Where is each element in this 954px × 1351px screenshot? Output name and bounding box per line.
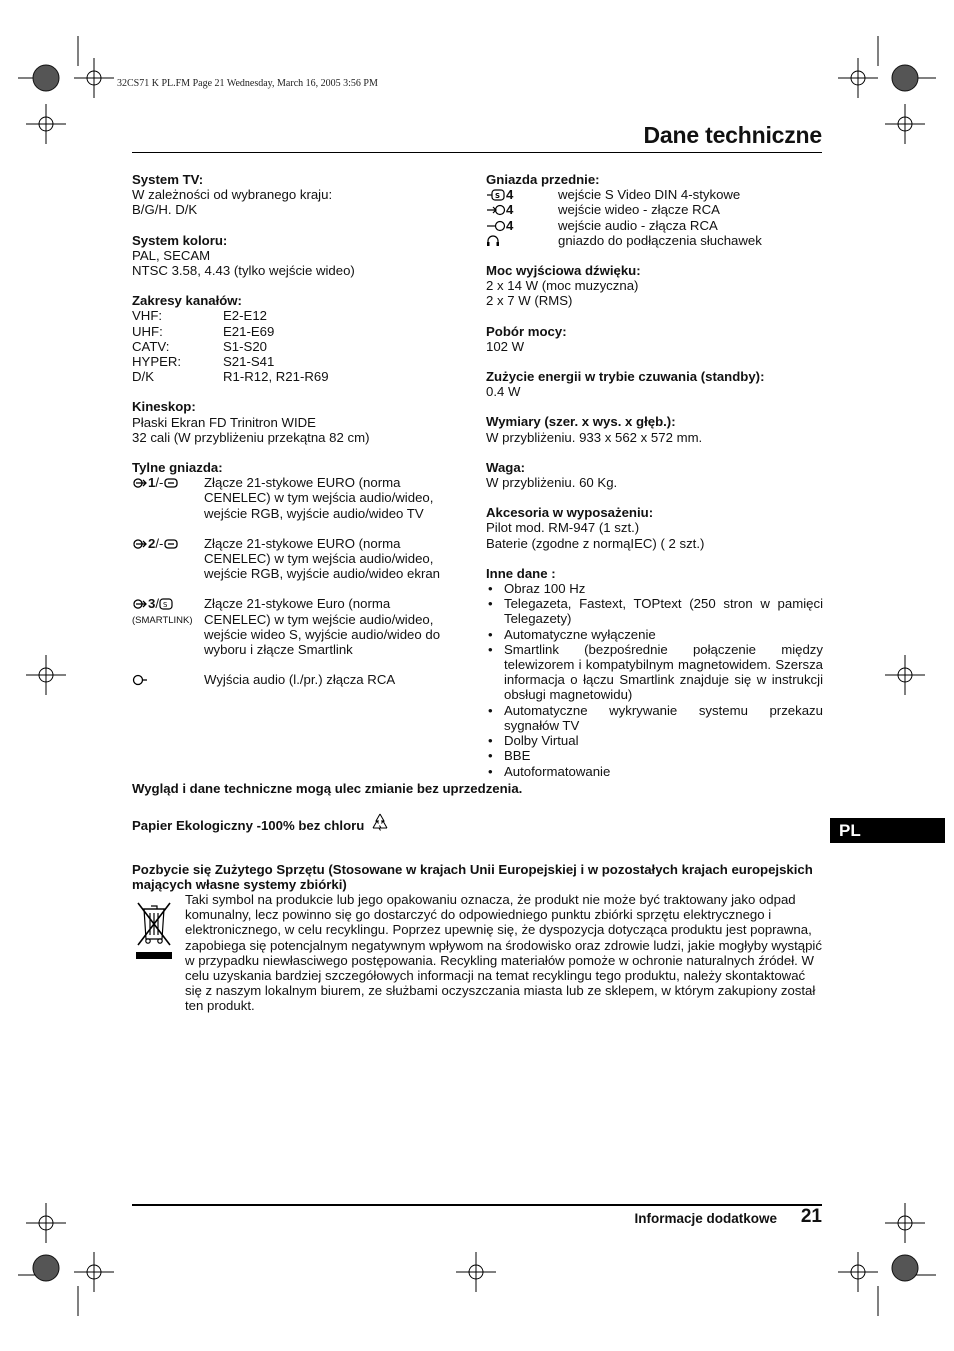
- jack-label: [486, 202, 558, 217]
- weight-section: [486, 460, 823, 490]
- page-title: Dane techniczne: [643, 122, 822, 148]
- power-section: [486, 324, 823, 354]
- jack-label: [132, 475, 204, 521]
- channel-band: HYPER:: [132, 354, 182, 370]
- language-tab: PL: [830, 818, 945, 843]
- smartlink-label: (SMARTLINK): [132, 614, 193, 626]
- channel-band: D/K: [132, 369, 154, 385]
- channel-band: CATV:: [132, 338, 170, 354]
- text-line: wejście RGB, wyjście audio/wideo ekran: [204, 566, 441, 582]
- jack-label: [486, 218, 558, 233]
- text-line: 0.4 W: [486, 384, 521, 400]
- text-line: B/G/H. D/K: [132, 202, 198, 218]
- jack-description: Wyjścia audio (l./pr.) złącza RCA: [204, 672, 396, 688]
- text-line: CENELEC) w tym wejścia audio/wideo,: [204, 551, 434, 567]
- text-line: wyboru i złącze Smartlink: [204, 642, 353, 658]
- change-notice: Wygląd i dane techniczne mogą ulec zmianie bez uprzedzenia.: [132, 781, 523, 796]
- channels-section: [132, 293, 472, 384]
- section-heading: Kineskop:: [132, 399, 196, 415]
- right-column: [486, 172, 823, 779]
- section-heading: Wymiary (szer. x wys. x głęb.):: [486, 414, 676, 430]
- channel-band: UHF:: [132, 323, 163, 339]
- svg-text:S: S: [495, 192, 501, 201]
- jack-number: 3: [148, 596, 156, 612]
- channel-range: S21-S41: [223, 354, 275, 370]
- jack-description: wejście wideo - złącze RCA: [558, 202, 720, 218]
- jack-number: 4: [506, 202, 514, 218]
- headphones-icon: [486, 235, 500, 247]
- list-item: • Smartlink (bezpośrednie połączenie między telewizorem i kompatybilnym magnetowidem. Szersza informacja o łączu Smartlink znajduje się w instrukcji obsługi magnetowidu): [486, 642, 823, 703]
- text-line: 102 W: [486, 338, 525, 354]
- section-heading: Tylne gniazda:: [132, 460, 223, 476]
- recycle-icon: [370, 812, 390, 832]
- list-item: • Dolby Virtual: [486, 733, 823, 748]
- channel-row: [132, 324, 472, 339]
- rear-jack-3: [132, 596, 472, 657]
- eco-text: Papier Ekologiczny -100% bez chloru: [132, 818, 365, 833]
- text-line: Złącze 21-stykowe EURO (norma: [204, 535, 401, 551]
- channel-row: [132, 339, 472, 354]
- text-line: NTSC 3.58, 4.43 (tylko wejście wideo): [132, 263, 355, 279]
- text-line: CENELEC) w tym wejścia audio/wideo,: [204, 490, 434, 506]
- accessories-section: [486, 505, 823, 551]
- text-line: W przybliżeniu. 933 x 562 x 572 mm.: [486, 429, 703, 445]
- title-rule: [132, 152, 822, 153]
- jack-label: [132, 672, 204, 687]
- front-jack-row: [486, 218, 823, 233]
- other-section: [486, 566, 823, 779]
- section-heading: Waga:: [486, 459, 526, 475]
- section-heading: Zakresy kanałów:: [132, 293, 242, 309]
- tube-section: [132, 399, 472, 445]
- scart-output-icon: [163, 477, 179, 489]
- jack-number: 4: [506, 217, 514, 233]
- text-line: wejście RGB, wyjście audio/wideo TV: [204, 505, 424, 521]
- jack-description: [204, 596, 472, 657]
- jack-description: gniazdo do podłączenia słuchawek: [558, 232, 762, 248]
- rear-jacks-section: [132, 460, 472, 687]
- jack-label: [486, 187, 558, 202]
- channel-row: [132, 354, 472, 369]
- text-line: Płaski Ekran FD Trinitron WIDE: [132, 414, 316, 430]
- channel-band: VHF:: [132, 308, 163, 324]
- slash: /-: [155, 535, 164, 551]
- list-item: • Automatyczne wyłączenie: [486, 627, 823, 642]
- scart-output-icon: [163, 538, 179, 550]
- audio-input-icon: [486, 220, 506, 232]
- channel-row: [132, 308, 472, 323]
- text-line: PAL, SECAM: [132, 247, 211, 263]
- scart-input-icon: [132, 538, 148, 550]
- slash: /-: [155, 475, 164, 491]
- text-line: wejście wideo S, wyjście audio/wideo do: [204, 626, 441, 642]
- footer-section-name: Informacje dodatkowe: [634, 1211, 777, 1226]
- text-line: 32 cali (W przybliżeniu przekątna 82 cm): [132, 429, 370, 445]
- rear-jack-1: [132, 475, 472, 521]
- section-heading: System TV:: [132, 172, 204, 187]
- list-item: • Autoformatowanie: [486, 764, 823, 779]
- rear-jack-2: [132, 536, 472, 582]
- left-column: [132, 172, 472, 702]
- audio-out-jack: [132, 672, 472, 687]
- channel-range: S1-S20: [223, 338, 267, 354]
- front-jacks-section: [486, 172, 823, 248]
- front-jack-row: [486, 187, 823, 202]
- scart-input-icon: [132, 477, 148, 489]
- section-heading: Zużycie energii w trybie czuwania (standby):: [486, 369, 765, 385]
- section-heading: Akcesoria w wyposażeniu:: [486, 505, 654, 521]
- section-heading: Gniazda przednie:: [486, 172, 600, 187]
- disposal-heading: Pozbycie się Zużytego Sprzętu (Stosowane w krajach Unii Europejskiej i w pozostałych krajach europejskich mających własne systemy zbiórki): [132, 862, 813, 893]
- jack-description: [204, 475, 472, 521]
- jack-label: [132, 596, 204, 657]
- scart-input-icon: [132, 598, 148, 610]
- front-jack-row: [486, 233, 823, 248]
- page-number: 21: [800, 1206, 822, 1227]
- slash: /: [155, 596, 160, 612]
- section-heading: Pobór mocy:: [486, 323, 567, 339]
- text-line: Baterie (zgodne z normąIEC) ( 2 szt.): [486, 535, 705, 551]
- section-heading: Moc wyjściowa dźwięku:: [486, 263, 641, 279]
- text-line: 2 x 7 W (RMS): [486, 293, 573, 309]
- eco-paper-note: [132, 818, 390, 833]
- front-jack-row: [486, 202, 823, 217]
- jack-number: 2: [148, 535, 156, 551]
- list-item: • Obraz 100 Hz: [486, 581, 823, 596]
- video-input-icon: [486, 204, 506, 216]
- text-line: Pilot mod. RM-947 (1 szt.): [486, 520, 640, 536]
- text-line: CENELEC) w tym wejście audio/wideo,: [204, 611, 434, 627]
- list-item: • Telegazeta, Fastext, TOPtext (250 stron w pamięci Telegazety): [486, 596, 823, 626]
- channel-range: R1-R12, R21-R69: [223, 369, 329, 385]
- section-heading: System koloru:: [132, 232, 228, 248]
- channel-row: [132, 369, 472, 384]
- jack-description: wejście S Video DIN 4-stykowe: [558, 187, 741, 203]
- channel-range: E2-E12: [223, 308, 267, 324]
- system-color-section: [132, 233, 472, 279]
- jack-label: [132, 536, 204, 582]
- disposal-text: Taki symbol na produkcie lub jego opakowaniu oznacza, że produkt nie może być traktowany jako odpad komunalny, lecz powinno się go dostarczyć do odpowiedniego punktu zbiórki sprzętu elektrycznego i elektronicznego, w celu recyklingu. Poprzez upewnię się, że dyspozycja dotycząca produktu jest poprawna, zapobiega się potencjalnym negatywnym wpływom na środowisko oraz zdrowie ludzi, jakie mogłyby wystąpić w przypadku niewłasciwego postępowania. Recykling materiałów pomoże w ochronie naturalnych źródeł. W celu uzyskania bardziej szczegółowych informacji na temat recyklingu tego produktu, należy skontaktować się z naszym lokalnym biurem, ze służbami oczyszczania miasta lub ze sklepem, w którym zakupiony został ten produkt.: [185, 892, 822, 1014]
- jack-number: 4: [506, 187, 514, 203]
- svg-text:S: S: [163, 601, 168, 610]
- footer-rule: [132, 1204, 822, 1206]
- jack-number: 1: [148, 475, 156, 491]
- text-line: Złącze 21-stykowe EURO (norma: [204, 475, 401, 491]
- text-line: W zależności od wybranego kraju:: [132, 187, 333, 203]
- list-item: • BBE: [486, 748, 823, 763]
- section-heading: Inne dane :: [486, 565, 556, 581]
- jack-label: [486, 233, 558, 248]
- feature-list: [486, 581, 823, 779]
- channel-range: E21-E69: [223, 323, 275, 339]
- dimensions-section: [486, 414, 823, 444]
- text-line: 2 x 14 W (moc muzyczna): [486, 278, 639, 294]
- text-line: W przybliżeniu. 60 Kg.: [486, 475, 618, 491]
- standby-section: [486, 369, 823, 399]
- crossed-bin-icon: [134, 899, 174, 961]
- system-tv-section: [132, 172, 472, 218]
- audio-output-icon: [132, 674, 148, 686]
- sound-section: [486, 263, 823, 309]
- jack-description: [204, 536, 472, 582]
- file-meta-header: 32CS71 K PL.FM Page 21 Wednesday, March 16, 2005 3:56 PM: [117, 78, 378, 89]
- list-item: • Automatyczne wykrywanie systemu przekazu sygnałów TV: [486, 703, 823, 733]
- text-line: Złącze 21-stykowe Euro (norma: [204, 596, 391, 612]
- s-video-icon: [159, 598, 173, 610]
- s-video-icon: [486, 189, 506, 201]
- jack-description: wejście audio - złącza RCA: [558, 217, 718, 233]
